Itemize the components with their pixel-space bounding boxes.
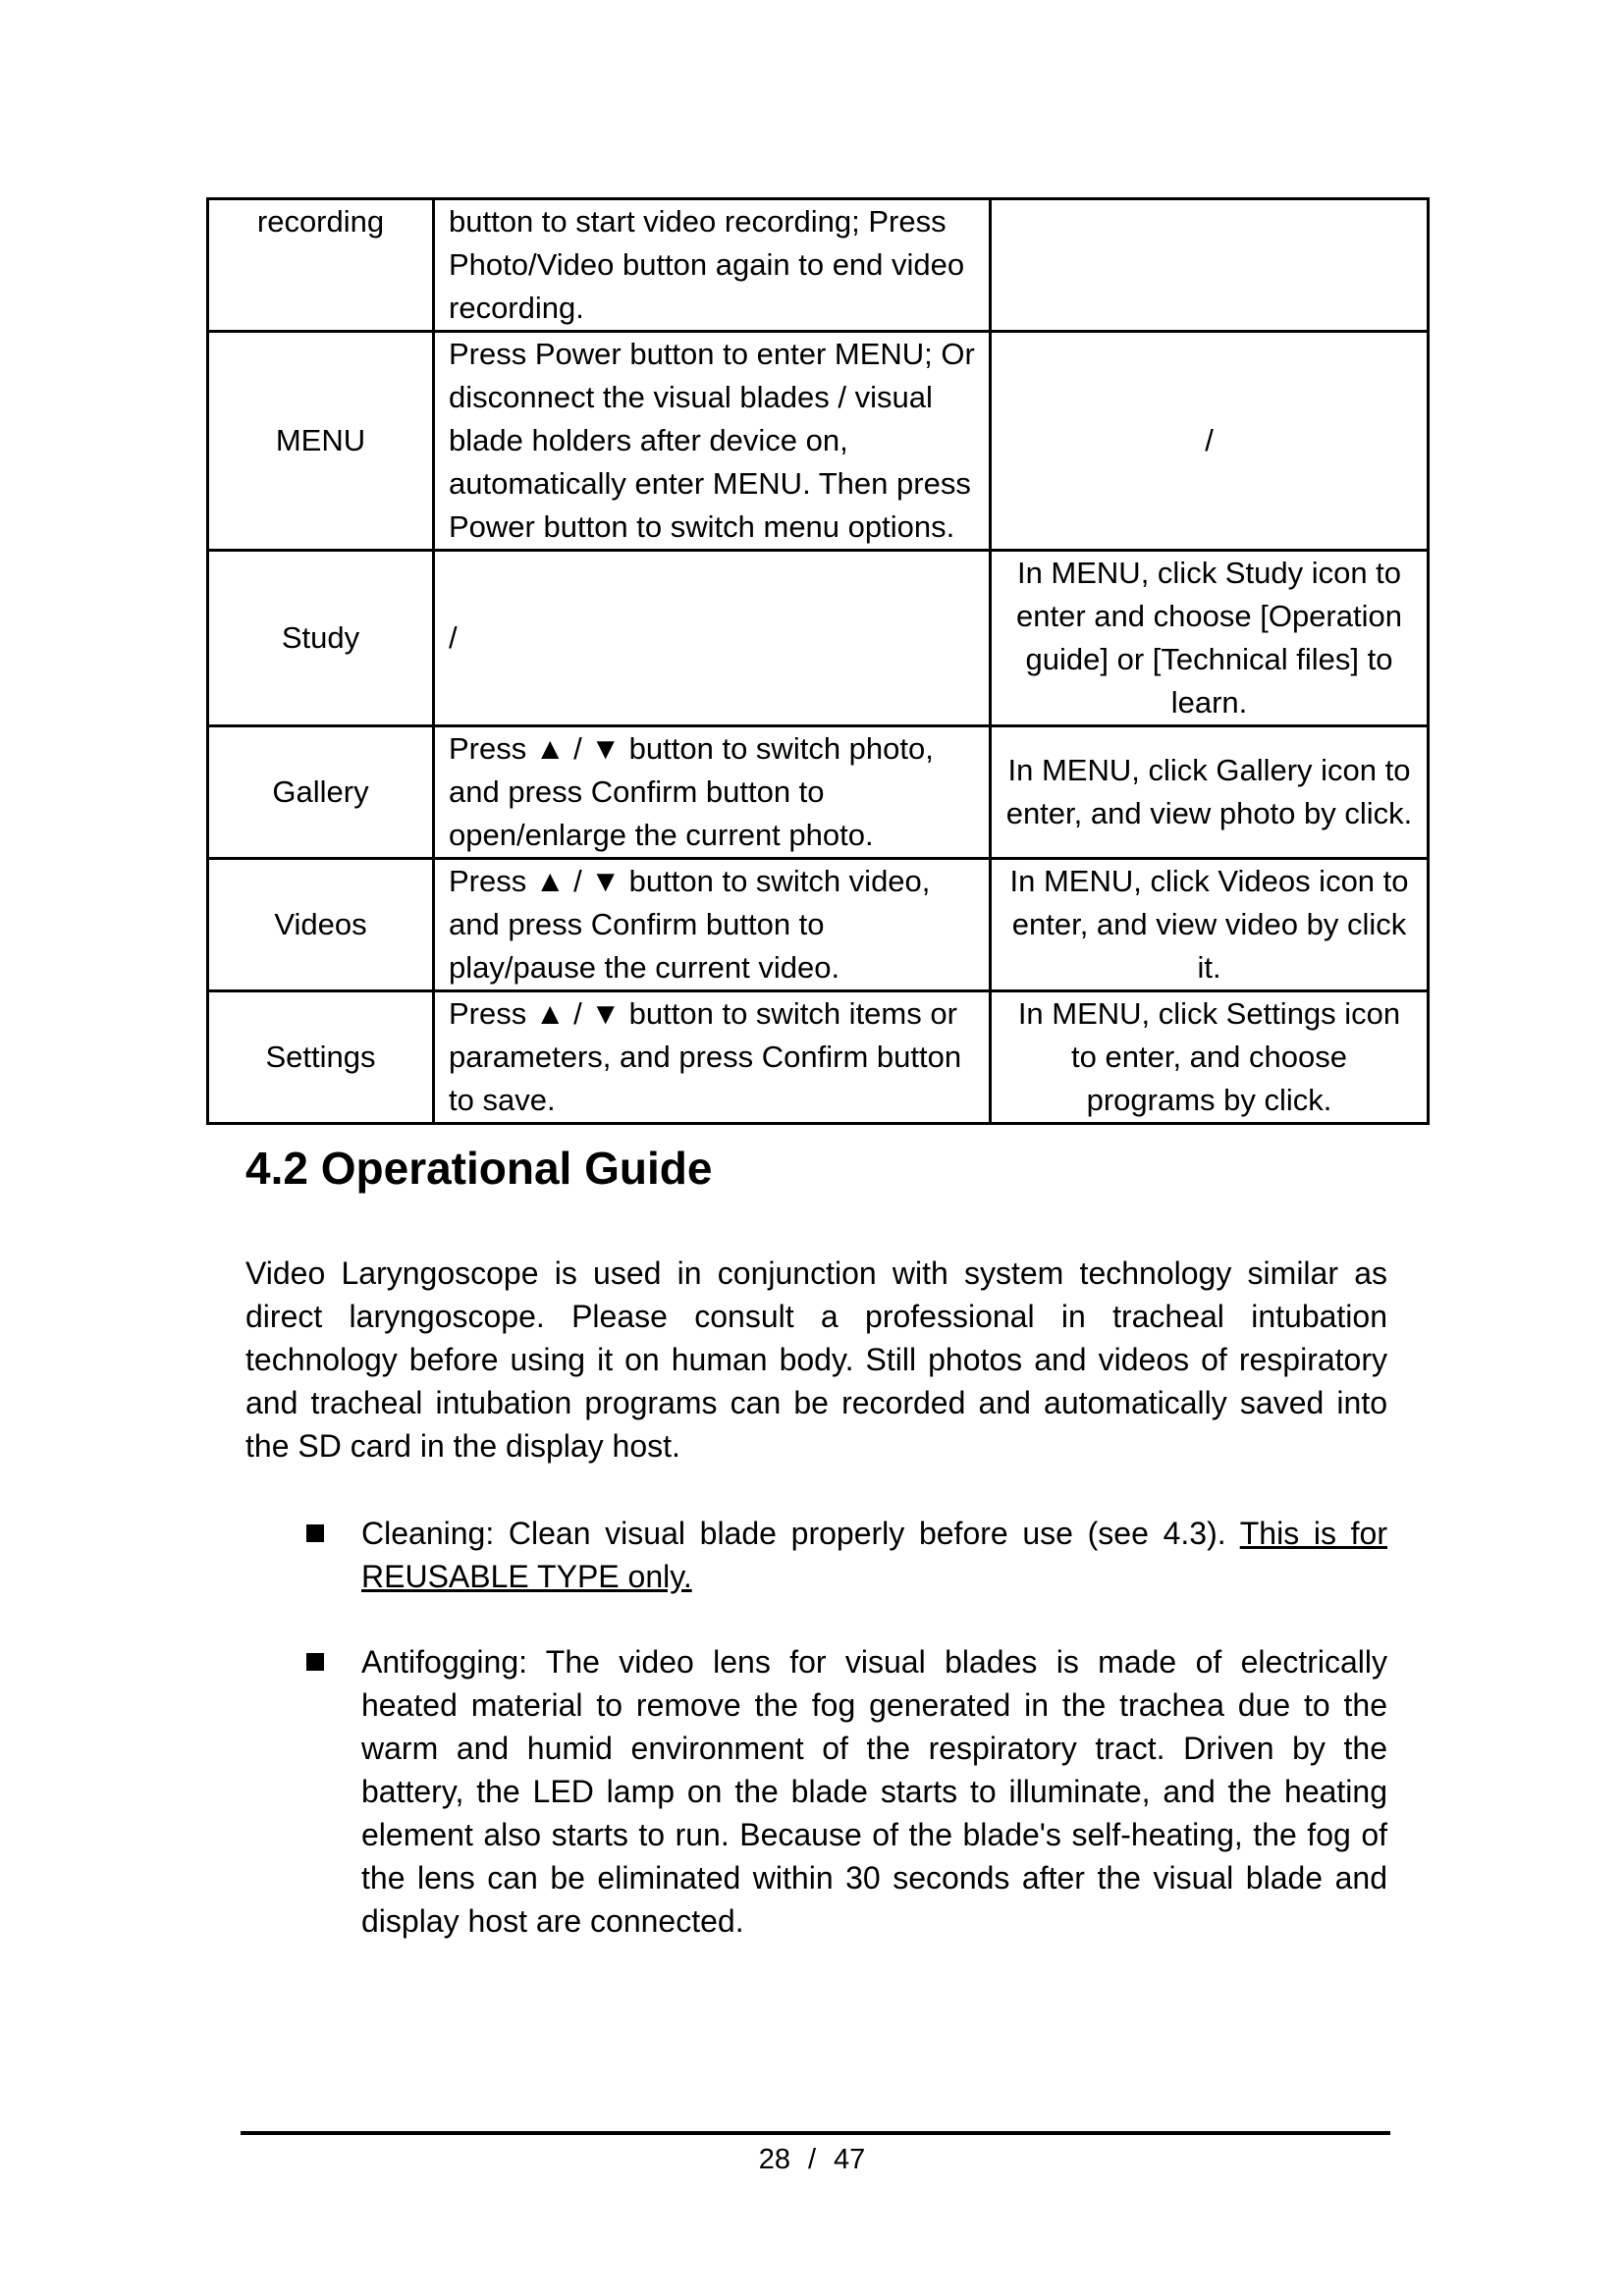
table-row bbox=[208, 332, 1429, 551]
function-name-cell: Gallery bbox=[208, 726, 434, 859]
button-operation-cell: Press Power button to enter MENU; Or disconnect the visual blades / visual blade holders after device on, automatically enter MENU. Then press Power button to switch menu options. bbox=[434, 332, 991, 551]
page-separator: / bbox=[807, 2144, 817, 2175]
table-row bbox=[208, 726, 1429, 859]
button-operation-cell: / bbox=[434, 551, 991, 726]
page-number bbox=[0, 2142, 1624, 2177]
current-page: 28 bbox=[758, 2144, 790, 2175]
intro-paragraph: Video Laryngoscope is used in conjunction with system technology similar as direct laryngoscope. Please consult a professional in tracheal intubation technology before using it on human body. Still photos and videos of respiratory and tracheal intubation programs can be recorded and automatically saved into the SD card in the display host. bbox=[245, 1255, 1387, 1464]
bullet-underlined-note: This is for REUSABLE TYPE only. bbox=[361, 1516, 1388, 1594]
function-name-cell: MENU bbox=[208, 332, 434, 551]
table-row bbox=[208, 551, 1429, 726]
touch-operation-cell: In MENU, click Videos icon to enter, and view video by click it. bbox=[991, 859, 1429, 991]
square-bullet-icon bbox=[306, 1653, 324, 1671]
touch-operation-cell: In MENU, click Settings icon to enter, and choose programs by click. bbox=[991, 991, 1429, 1124]
list-item-antifogging bbox=[245, 1640, 1387, 1943]
button-operation-cell: button to start video recording; Press Photo/Video button again to end video recording. bbox=[434, 199, 991, 332]
function-name-cell: recording bbox=[208, 199, 434, 332]
touch-operation-cell: / bbox=[991, 332, 1429, 551]
button-operation-cell: Press ▲ / ▼ button to switch video, and press Confirm button to play/pause the current video. bbox=[434, 859, 991, 991]
touch-operation-cell bbox=[991, 199, 1429, 332]
touch-operation-cell: In MENU, click Study icon to enter and choose [Operation guide] or [Technical files] to learn. bbox=[991, 551, 1429, 726]
function-name-cell: Settings bbox=[208, 991, 434, 1124]
operations-table bbox=[206, 197, 1430, 1125]
footer-divider bbox=[241, 2131, 1390, 2135]
function-name-cell: Study bbox=[208, 551, 434, 726]
table-row bbox=[208, 991, 1429, 1124]
bullet-text: Cleaning: Clean visual blade properly before use (see 4.3). bbox=[361, 1516, 1240, 1551]
total-pages: 47 bbox=[834, 2144, 866, 2175]
bullet-text: Antifogging: The video lens for visual blades is made of electrically heated material to remove the fog generated in the trachea due to the warm and humid environment of the respiratory tract. Driven by the battery, the LED lamp on the blade starts to illuminate, and the heating element also starts to run. Because of the blade's self-heating, the fog of the lens can be eliminated within 30 seconds after the visual blade and display host are connected. bbox=[361, 1644, 1387, 1939]
button-operation-cell: Press ▲ / ▼ button to switch items or parameters, and press Confirm button to save. bbox=[434, 991, 991, 1124]
section-heading: 4.2 Operational Guide bbox=[245, 1143, 713, 1194]
button-operation-cell: Press ▲ / ▼ button to switch photo, and press Confirm button to open/enlarge the current photo. bbox=[434, 726, 991, 859]
function-name-cell: Videos bbox=[208, 859, 434, 991]
table-row bbox=[208, 199, 1429, 332]
bullet-list bbox=[245, 1512, 1387, 1985]
touch-operation-cell: In MENU, click Gallery icon to enter, and view photo by click. bbox=[991, 726, 1429, 859]
list-item-cleaning bbox=[245, 1512, 1387, 1598]
table-row bbox=[208, 859, 1429, 991]
square-bullet-icon bbox=[306, 1524, 324, 1542]
